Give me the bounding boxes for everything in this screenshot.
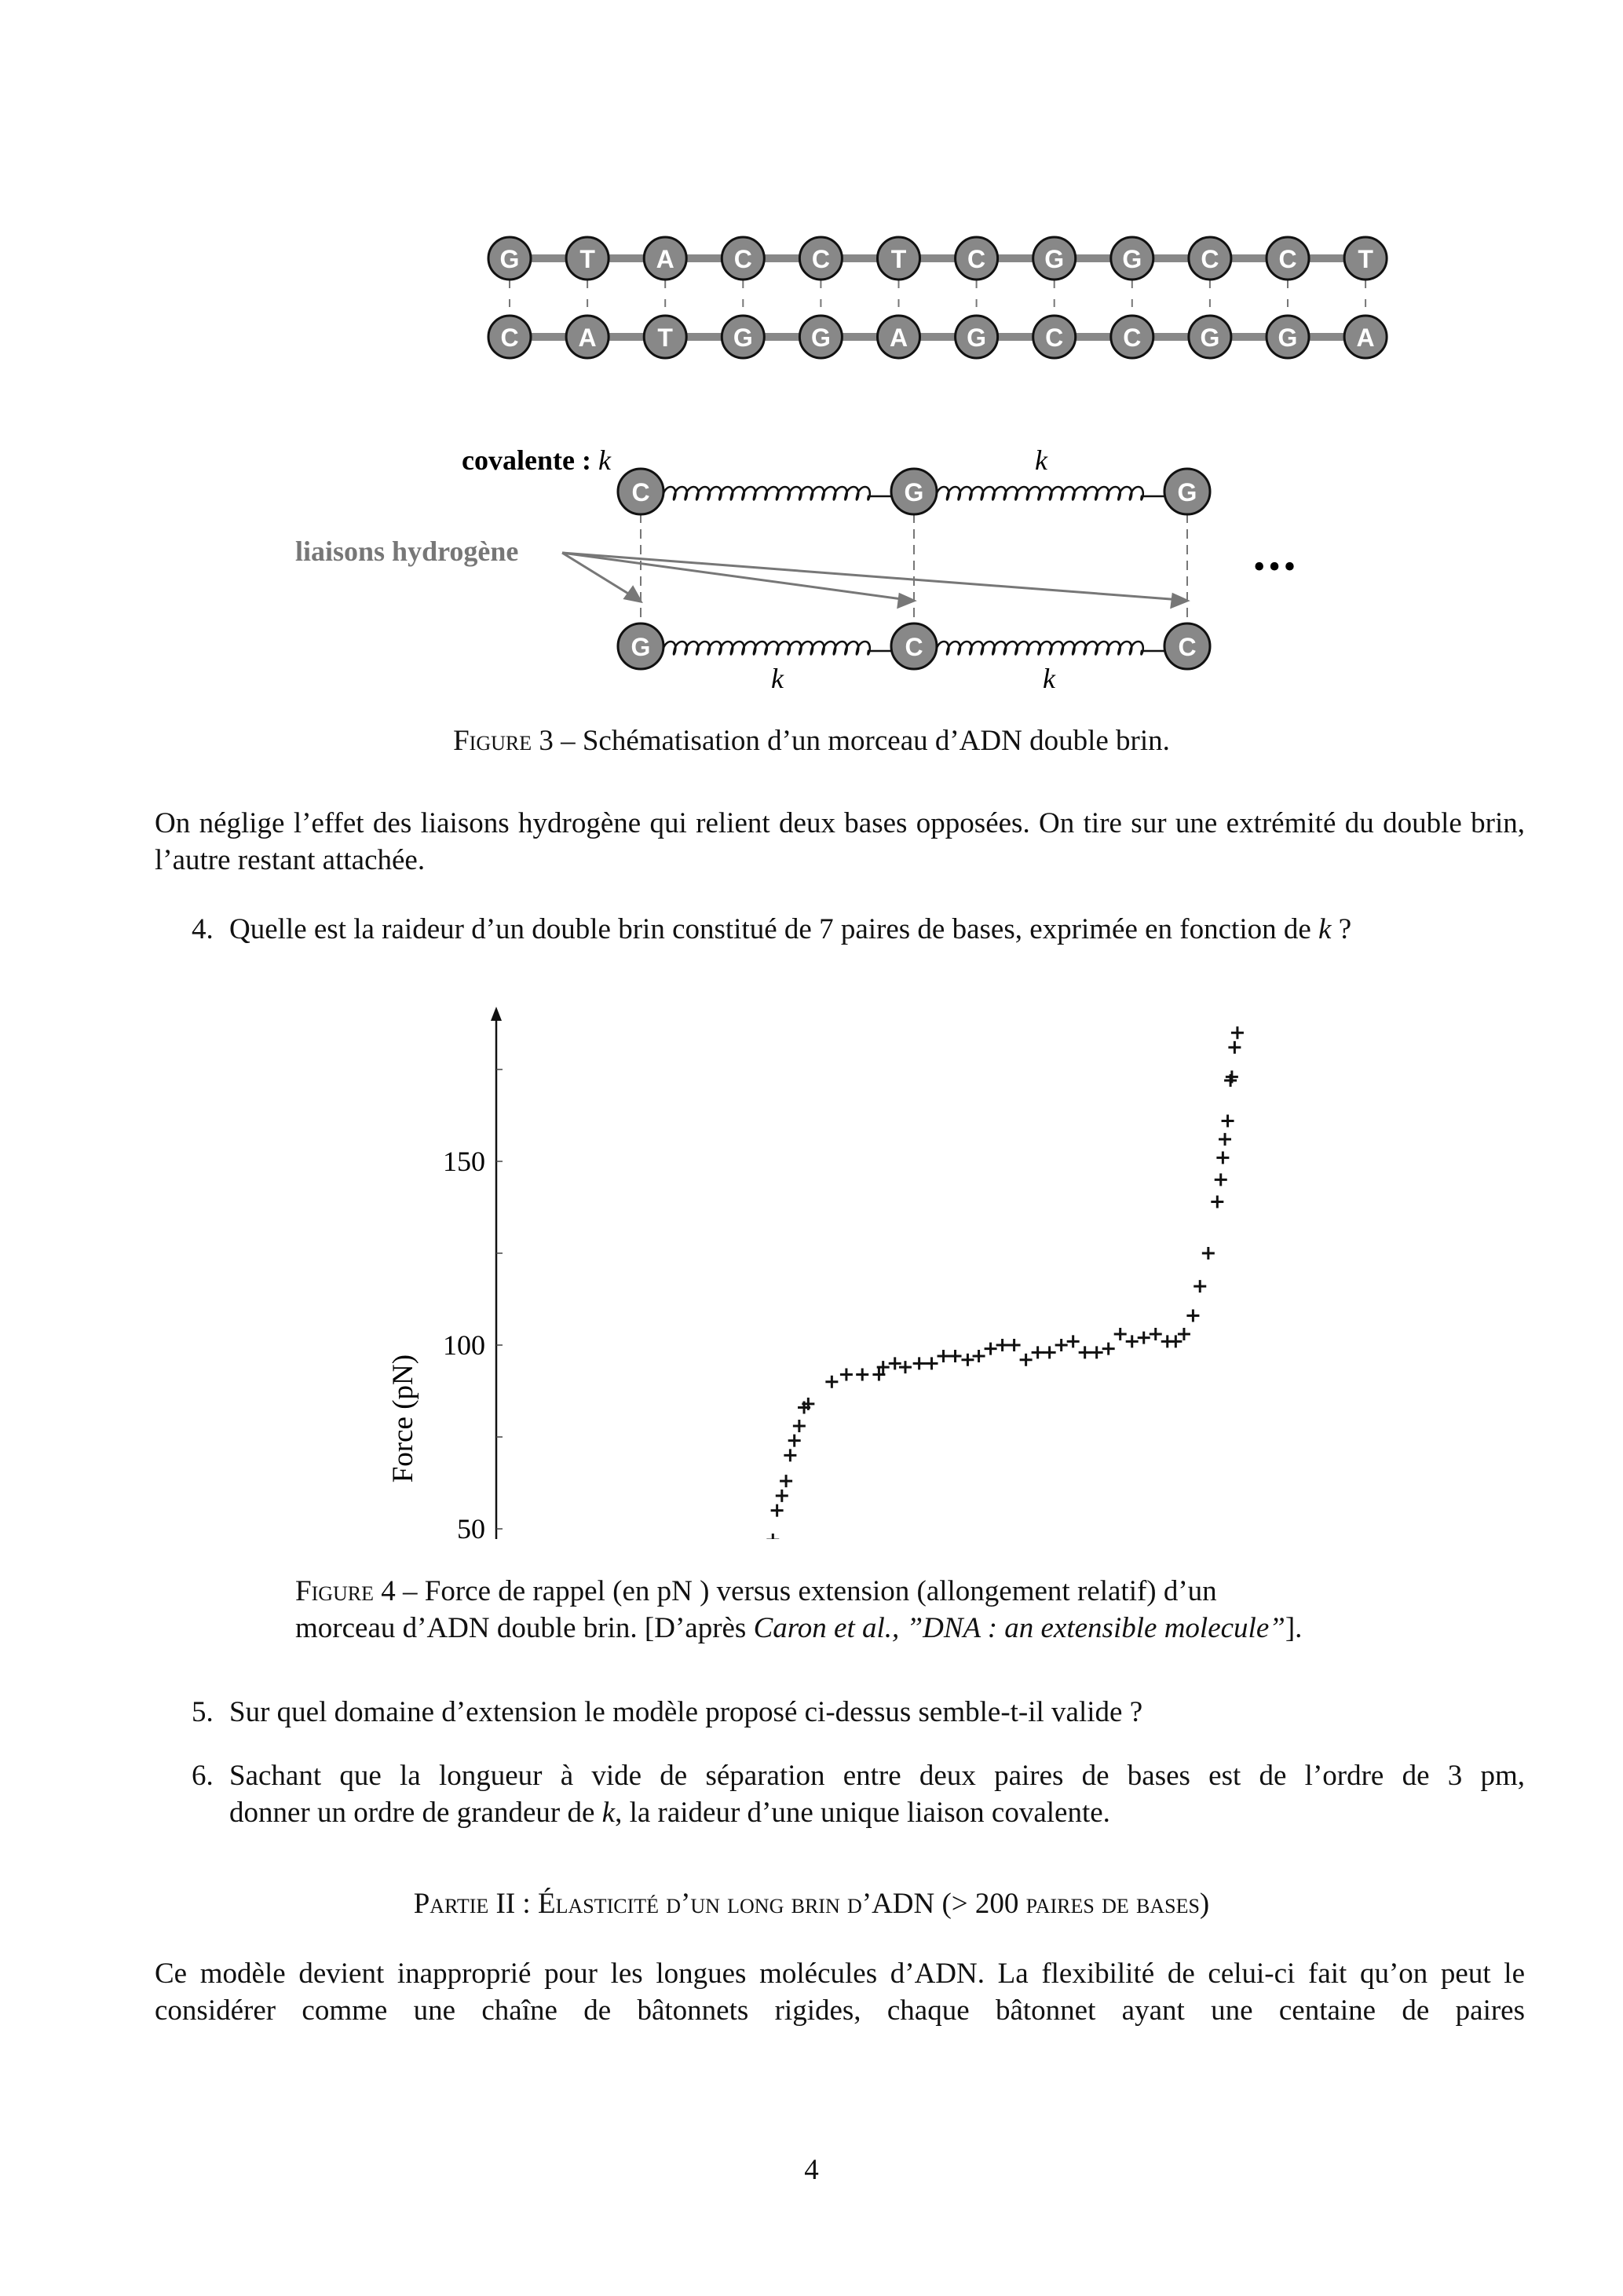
base-letter: G	[1122, 245, 1142, 273]
data-point	[1032, 1346, 1044, 1358]
data-point	[1114, 1328, 1127, 1340]
base-letter: C	[905, 633, 923, 661]
base-letter: C	[631, 478, 650, 506]
data-point	[985, 1343, 997, 1355]
part-2-heading: Partie II : Élasticité d’un long brin d’ADN (> 200 paires de bases)	[413, 1888, 1210, 1920]
y-tick-label: 150	[443, 1146, 485, 1177]
data-point	[1211, 1195, 1223, 1208]
spring	[663, 642, 892, 655]
page-number: 4	[804, 2154, 819, 2186]
base-letter: C	[811, 245, 830, 273]
data-point	[776, 1490, 788, 1502]
data-point	[1020, 1354, 1033, 1366]
base-letter: C	[1201, 245, 1219, 273]
data-point	[1150, 1328, 1162, 1340]
data-point	[840, 1368, 853, 1380]
base-letter: A	[1356, 324, 1375, 352]
base-letter: C	[500, 324, 519, 352]
hydrogen-bonds-label: liaisons hydrogène	[295, 536, 519, 567]
data-point	[1091, 1346, 1103, 1358]
question-5-text: Sur quel domaine d’extension le modèle proposé ci-dessus semble-t-il valide ?	[229, 1696, 1143, 1728]
base-letter: C	[1123, 324, 1142, 352]
base-letter: T	[579, 245, 595, 273]
base-letter: T	[657, 324, 673, 352]
data-point	[973, 1350, 985, 1362]
data-point	[1079, 1346, 1091, 1358]
base-letter: A	[656, 245, 674, 273]
base-letter: C	[733, 245, 752, 273]
base-letter: G	[1278, 324, 1298, 352]
y-axis-arrow	[491, 1007, 502, 1021]
data-point	[1219, 1133, 1231, 1146]
data-point	[1193, 1280, 1206, 1292]
k-label-bottom-1: k	[771, 663, 784, 694]
caption-text: – Schématisation d’un morceau d’ADN double brin.	[553, 725, 1170, 757]
base-letter: G	[904, 478, 924, 506]
question-6-text: Sachant que la longueur à vide de séparation entre deux paires de bases est de l’ordre de 3 pm, donner un ordre de grandeur de k, la raideur d’une unique liaison covalente.	[229, 1760, 1525, 1829]
base-letter: A	[889, 324, 908, 352]
spring	[663, 487, 892, 500]
data-point	[1138, 1332, 1150, 1344]
data-point	[793, 1420, 806, 1432]
paragraph-2: Ce modèle devient inapproprié pour les longues molécules d’ADN. La flexibilité de celui-ci fait qu’on peut le considérer comme une chaîne de bâtonnets rigides, chaque bâtonnet ayant une centaine de paires	[155, 1958, 1525, 2027]
question-4-text: Quelle est la raideur d’un double brin constitué de 7 paires de bases, exprimée en fonction de k ?	[229, 913, 1352, 945]
data-point	[1228, 1041, 1241, 1054]
base-letter: C	[1178, 633, 1197, 661]
data-point	[1186, 1310, 1199, 1322]
question-5-number: 5.	[192, 1696, 214, 1728]
data-point	[766, 1534, 779, 1539]
question-4-number: 4.	[192, 913, 214, 945]
caption-label: Figure 3	[453, 725, 554, 757]
y-tick-label: 100	[443, 1329, 485, 1361]
data-point	[1126, 1335, 1139, 1347]
data-point	[771, 1504, 784, 1517]
spring	[936, 487, 1165, 500]
base-letter: G	[1177, 478, 1197, 506]
data-point	[1215, 1173, 1227, 1186]
base-letter: C	[1278, 245, 1297, 273]
base-letter: G	[810, 324, 831, 352]
base-letter: G	[499, 245, 520, 273]
data-point	[926, 1357, 938, 1369]
base-letter: C	[967, 245, 986, 273]
data-point	[1102, 1343, 1115, 1355]
data-point	[784, 1449, 796, 1461]
data-point	[996, 1339, 1009, 1351]
y-tick-label: 50	[457, 1513, 485, 1539]
base-letter: G	[1200, 324, 1220, 352]
data-point	[1178, 1328, 1190, 1340]
base-letter: G	[967, 324, 987, 352]
y-axis-label: Force (pN)	[387, 1354, 419, 1483]
ellipsis: •••	[1253, 547, 1299, 586]
base-letter: T	[1358, 245, 1373, 273]
data-point	[1216, 1151, 1229, 1164]
data-point	[1044, 1346, 1056, 1358]
data-point	[1169, 1335, 1182, 1347]
data-point	[1055, 1339, 1068, 1351]
data-point	[825, 1376, 838, 1388]
figure-4-caption: Figure 4 – Force de rappel (en pN ) versus extension (allongement relatif) d’un morceau d’ADN double brin. [D’après Caron et al., ”DNA : an extensible molecule”].	[295, 1575, 1303, 1644]
data-point	[1202, 1247, 1215, 1260]
base-letter: C	[1045, 324, 1064, 352]
data-point	[1008, 1339, 1021, 1351]
figure-3-caption	[0, 722, 1623, 759]
k-label-bottom-2: k	[1043, 663, 1055, 694]
k-label-top-2: k	[1035, 444, 1047, 476]
figure-3-diagram	[0, 0, 1623, 707]
data-point	[1222, 1115, 1234, 1128]
covalent-label: covalente : k	[462, 444, 611, 476]
data-point	[961, 1354, 974, 1366]
spring	[936, 642, 1165, 655]
data-point	[1067, 1335, 1080, 1347]
data-point	[913, 1357, 926, 1369]
hydrogen-arrows	[562, 553, 1187, 607]
data-point	[856, 1368, 868, 1380]
base-letter: G	[1044, 245, 1065, 273]
data-point	[1231, 1026, 1244, 1039]
base-letter: T	[890, 245, 907, 273]
data-point	[949, 1350, 962, 1362]
figure-4-chart	[0, 989, 1623, 1539]
base-letter: G	[733, 324, 753, 352]
data-point	[788, 1435, 801, 1447]
base-letter: G	[631, 633, 651, 661]
question-6-number: 6.	[192, 1760, 214, 1792]
data-point	[938, 1350, 950, 1362]
paragraph-1: On néglige l’effet des liaisons hydrogène qui relient deux bases opposées. On tire sur une extrémité du double brin, l’autre restant attachée.	[155, 807, 1525, 876]
data-point	[780, 1475, 792, 1487]
base-letter: A	[578, 324, 597, 352]
